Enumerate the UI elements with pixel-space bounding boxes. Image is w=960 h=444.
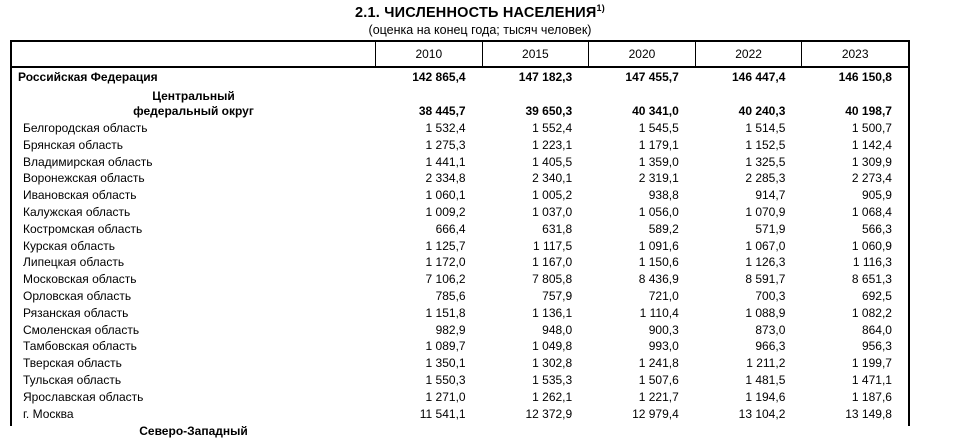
value-cell: 1 060,1 <box>425 188 466 203</box>
row-label-line: Тамбовская область <box>23 339 137 354</box>
value-cell: 1 471,1 <box>851 372 892 387</box>
row-label-line: Липецкая область <box>23 255 125 270</box>
value-cell: 1 110,4 <box>639 305 679 320</box>
table-row <box>12 288 908 305</box>
column-header-2015: 2015 <box>482 42 589 66</box>
footnote-mark: 1) <box>596 3 605 13</box>
value-cell: 1 126,3 <box>745 255 786 270</box>
value-cell: 2 319,1 <box>638 171 679 186</box>
column-header-2020: 2020 <box>588 42 695 66</box>
table-row <box>12 170 908 187</box>
value-cell: 900,3 <box>648 322 679 337</box>
value-cell: 142 865,4 <box>412 70 466 84</box>
value-cell: 1 150,6 <box>638 255 679 270</box>
row-label <box>12 422 375 444</box>
row-label-line: Брянская область <box>23 137 123 152</box>
table-row <box>12 389 908 406</box>
table-row <box>12 254 908 271</box>
value-cell: 1 116,3 <box>852 255 892 270</box>
table-row <box>12 372 908 389</box>
value-cell <box>482 422 589 444</box>
value-cell: 938,8 <box>648 188 679 203</box>
value-cell: 1 152,5 <box>745 137 786 152</box>
value-cell: 1 089,7 <box>425 339 466 354</box>
row-label-line: г. Москва <box>23 406 74 421</box>
value-cell: 956,3 <box>861 339 892 354</box>
value-cell: 905,9 <box>861 188 892 203</box>
value-cell: 2 334,8 <box>425 171 466 186</box>
value-cell: 1 125,7 <box>425 238 466 253</box>
value-cell: 12 979,4 <box>632 406 679 421</box>
value-cell: 11 541,1 <box>419 406 466 421</box>
value-cell: 1 199,7 <box>851 356 892 371</box>
value-cell: 571,9 <box>755 221 786 236</box>
value-cell: 1 532,4 <box>425 121 466 135</box>
row-label <box>12 338 375 355</box>
value-cell: 1 221,7 <box>638 389 679 404</box>
value-cell: 1 481,5 <box>745 372 786 387</box>
row-label-line: Рязанская область <box>23 305 129 320</box>
row-label <box>12 170 375 187</box>
value-cell: 1 167,0 <box>532 255 573 270</box>
table-row <box>12 187 908 204</box>
value-cell <box>588 422 695 444</box>
row-label-line: Калужская область <box>23 204 131 219</box>
page-title <box>0 3 960 21</box>
page-title-text: 2.1. ЧИСЛЕННОСТЬ НАСЕЛЕНИЯ <box>355 4 597 21</box>
value-cell: 38 445,7 <box>418 104 466 118</box>
row-label <box>12 288 375 305</box>
row-label <box>12 271 375 288</box>
value-cell: 1 271,0 <box>425 389 466 404</box>
value-cell: 40 198,7 <box>845 104 892 118</box>
value-cell: 13 104,2 <box>738 406 786 421</box>
row-label <box>12 204 375 221</box>
page-subtitle: (оценка на конец года; тысяч человек) <box>368 22 592 37</box>
row-label <box>12 86 375 120</box>
value-cell: 8 651,3 <box>851 272 892 287</box>
value-cell: 1 550,3 <box>425 372 466 387</box>
population-table <box>10 40 910 439</box>
value-cell: 1 500,7 <box>851 121 892 135</box>
value-cell: 757,9 <box>542 288 573 303</box>
row-label <box>12 322 375 339</box>
value-cell: 1 117,5 <box>533 238 573 253</box>
value-cell: 589,2 <box>648 221 679 236</box>
row-label <box>12 305 375 322</box>
value-cell: 1 507,6 <box>638 372 679 387</box>
value-cell: 1 309,9 <box>851 154 892 169</box>
table-row <box>12 204 908 221</box>
table-row <box>12 86 908 120</box>
column-header-2023: 2023 <box>801 42 908 66</box>
value-cell: 1 068,4 <box>851 204 892 219</box>
row-label <box>12 238 375 255</box>
value-cell: 914,7 <box>755 188 786 203</box>
table-row <box>12 406 908 423</box>
value-cell: 864,0 <box>861 322 892 337</box>
row-label <box>12 221 375 238</box>
value-cell: 2 285,3 <box>745 171 786 186</box>
value-cell: 1 211,2 <box>746 356 786 371</box>
table-row <box>12 338 908 355</box>
row-label <box>12 372 375 389</box>
row-label-line: Тверская область <box>23 356 122 371</box>
table-row <box>12 355 908 372</box>
title-block <box>0 0 960 37</box>
value-cell: 785,6 <box>435 288 466 303</box>
value-cell: 1 223,1 <box>532 137 573 152</box>
value-cell: 2 273,4 <box>851 171 892 186</box>
value-cell: 1 302,8 <box>532 356 573 371</box>
row-label <box>12 254 375 271</box>
value-cell: 39 650,3 <box>525 104 573 118</box>
row-label-line: Московская область <box>23 272 137 287</box>
row-label-line: Костромская область <box>23 221 143 236</box>
row-label <box>12 137 375 154</box>
table-row <box>12 422 908 444</box>
value-cell: 1 359,0 <box>638 154 679 169</box>
value-cell <box>695 422 802 444</box>
table-row <box>12 221 908 238</box>
value-cell: 1 136,1 <box>532 305 573 320</box>
value-cell: 147 182,3 <box>518 70 573 84</box>
value-cell: 1 060,9 <box>851 238 892 253</box>
value-cell: 1 441,1 <box>425 154 466 169</box>
row-label-line: Российская Федерация <box>18 70 158 84</box>
row-label <box>12 154 375 171</box>
value-cell: 1 151,8 <box>425 305 466 320</box>
value-cell: 966,3 <box>755 339 786 354</box>
value-cell: 40 240,3 <box>738 104 786 118</box>
value-cell: 1 172,0 <box>425 255 466 270</box>
value-cell: 1 350,1 <box>425 356 466 371</box>
value-cell: 12 372,9 <box>525 406 573 421</box>
row-label <box>12 355 375 372</box>
value-cell: 1 056,0 <box>638 204 679 219</box>
value-cell: 566,3 <box>861 221 892 236</box>
table-header-row <box>12 42 908 68</box>
row-label <box>12 120 375 137</box>
value-cell: 146 150,8 <box>838 70 892 84</box>
row-label <box>12 389 375 406</box>
value-cell: 1 535,3 <box>532 372 573 387</box>
value-cell: 873,0 <box>755 322 786 337</box>
value-cell <box>801 422 908 444</box>
row-label-line: Курская область <box>23 238 115 253</box>
table-body <box>12 68 908 444</box>
row-label-line: Ярославская область <box>23 389 144 404</box>
value-cell: 1 005,2 <box>532 188 573 203</box>
row-label-line: федеральный округ <box>133 104 254 118</box>
value-cell: 2 340,1 <box>532 171 573 186</box>
value-cell: 7 106,2 <box>425 272 466 287</box>
row-label-line: Тульская область <box>23 372 122 387</box>
row-label-line: Воронежская область <box>23 171 145 186</box>
row-label <box>12 68 375 86</box>
value-cell: 8 436,9 <box>638 272 679 287</box>
row-label-line: Орловская область <box>23 288 132 303</box>
table-row <box>12 322 908 339</box>
value-cell: 147 455,7 <box>625 70 679 84</box>
value-cell: 1 514,5 <box>745 121 786 135</box>
value-cell: 1 194,6 <box>745 389 786 404</box>
value-cell: 1 082,2 <box>851 305 892 320</box>
value-cell: 1 275,3 <box>425 137 466 152</box>
value-cell: 700,3 <box>755 288 786 303</box>
value-cell: 13 149,8 <box>845 406 892 421</box>
value-cell: 1 088,9 <box>745 305 786 320</box>
value-cell: 692,5 <box>861 288 892 303</box>
value-cell: 146 447,4 <box>731 70 786 84</box>
value-cell: 1 241,8 <box>638 356 679 371</box>
value-cell: 1 037,0 <box>532 204 573 219</box>
value-cell: 1 070,9 <box>745 204 786 219</box>
table-row <box>12 154 908 171</box>
row-label <box>12 187 375 204</box>
table-row <box>12 120 908 137</box>
value-cell: 631,8 <box>542 221 573 236</box>
row-label-line: Смоленская область <box>23 322 140 337</box>
value-cell: 1 187,6 <box>851 389 892 404</box>
column-header-empty <box>12 42 375 66</box>
table-row <box>12 305 908 322</box>
row-label <box>12 406 375 423</box>
value-cell: 1 009,2 <box>425 204 466 219</box>
value-cell: 948,0 <box>542 322 573 337</box>
column-header-2010: 2010 <box>375 42 482 66</box>
value-cell: 1 405,5 <box>532 154 573 169</box>
value-cell <box>375 422 482 444</box>
value-cell: 1 552,4 <box>532 121 573 135</box>
row-label-line: Центральный <box>152 89 235 103</box>
value-cell: 1 091,6 <box>638 238 679 253</box>
table-row <box>12 271 908 288</box>
value-cell: 993,0 <box>648 339 679 354</box>
table-row <box>12 137 908 154</box>
value-cell: 1 325,5 <box>745 154 786 169</box>
value-cell: 7 805,8 <box>532 272 573 287</box>
value-cell: 1 049,8 <box>532 339 573 354</box>
table-row <box>12 68 908 86</box>
row-label-line: Ивановская область <box>23 188 137 203</box>
value-cell: 721,0 <box>648 288 679 303</box>
value-cell: 666,4 <box>435 221 466 236</box>
value-cell: 1 067,0 <box>745 238 786 253</box>
row-label-line: Белгородская область <box>23 121 148 135</box>
column-header-2022: 2022 <box>695 42 802 66</box>
row-label-line: Северо-Западный <box>139 424 248 439</box>
value-cell: 1 262,1 <box>532 389 573 404</box>
row-label-line: Владимирская область <box>23 154 153 169</box>
table-row <box>12 238 908 255</box>
value-cell: 40 341,0 <box>632 104 679 118</box>
value-cell: 1 179,1 <box>638 137 679 152</box>
value-cell: 982,9 <box>435 322 466 337</box>
value-cell: 1 142,4 <box>851 137 892 152</box>
value-cell: 8 591,7 <box>745 272 786 287</box>
value-cell: 1 545,5 <box>638 121 679 135</box>
